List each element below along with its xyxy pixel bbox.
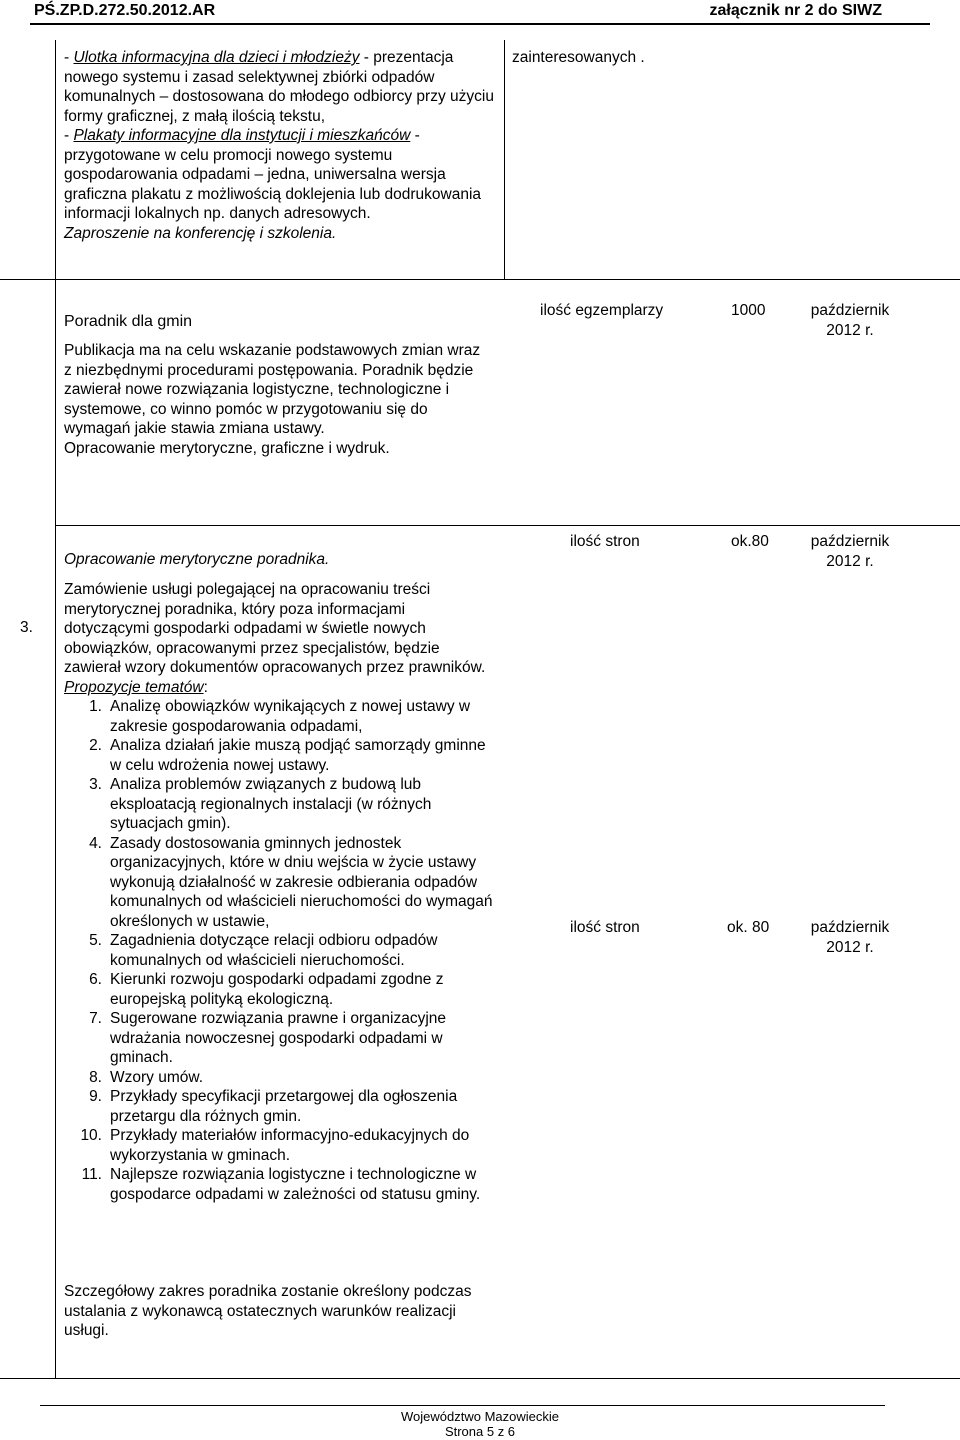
topic-number: 8. (89, 1068, 102, 1086)
topic-text: Kierunki rozwoju gospodarki odpadami zgodne z europejską polityką ekologiczną. (110, 971, 444, 1008)
quantity-value: 1000 (731, 302, 766, 319)
topic-item (64, 1165, 494, 1204)
guide-description: Publikacja ma na celu wskazanie podstawowych zmian wraz z niezbędnymi procedurami postępowania. Poradnik będzie zawierał nowe rozwiązania logistyczne, technologiczne i systemowe, co winno pomóc w przygotowaniu się do wymagań jakie stawia zmiana ustawy. Opracowanie merytoryczne, graficzne i wydruk. (64, 341, 484, 458)
promo-materials-text (64, 48, 496, 243)
deadline: październik 2012 r. (810, 302, 890, 339)
document-reference: PŚ.ZP.D.272.50.2012.AR (34, 2, 216, 19)
topic-number: 4. (89, 834, 102, 852)
topics-list (64, 697, 494, 1204)
topic-text: Analizę obowiązków wynikających z nowej ustawy w zakresie gospodarowania odpadami, (110, 698, 471, 735)
topic-number: 10. (80, 1127, 102, 1144)
row-divider-1 (0, 279, 960, 280)
topic-text: Przykłady specyfikacji przetargowej dla ogłoszenia przetargu dla różnych gmin. (110, 1088, 458, 1125)
topics-heading: Propozycje tematów: (64, 678, 208, 696)
topic-number: 9. (89, 1088, 102, 1105)
quantity-value-1: ok.80 (731, 533, 769, 550)
topic-item (64, 1009, 494, 1068)
topic-item (64, 931, 494, 970)
topic-number: 7. (89, 1010, 102, 1027)
topic-text: Wzory umów. (110, 1068, 204, 1086)
section-title: Opracowanie merytoryczne poradnika. (64, 551, 330, 568)
topic-text: Zasady dostosowania gminnych jednostek organizacyjnych, które w dniu wejścia w życie ustawy wykonują działalność w zakresie odbierania odpadów komunalnych od właścicieli nieruchomości do wymagań określonych w ustawie, (110, 834, 493, 930)
footer-rule (40, 1405, 885, 1406)
attachment-label: załącznik nr 2 do SIWZ (709, 2, 882, 19)
page-number: Strona 5 z 6 (444, 1424, 516, 1439)
topic-text: Analiza działań jakie muszą podjąć samorządy gminne w celu wdrożenia nowej ustawy. (110, 737, 486, 774)
unit-label-2: ilość stron (570, 919, 640, 936)
footer-organization: Województwo Mazowieckie (401, 1409, 559, 1424)
topic-item (64, 834, 494, 932)
topic-item (64, 736, 494, 775)
topic-text: Analiza problemów związanych z budową lub eksploatacją regionalnych instalacji (w różnych sytuacjach gmin). (110, 776, 432, 832)
topic-number: 2. (89, 737, 102, 754)
topic-number: 11. (81, 1166, 102, 1183)
table-border-bottom (0, 1378, 960, 1379)
guide-footer: Opracowanie merytoryczne, graficzne i wydruk. (64, 439, 390, 457)
topic-item (64, 1126, 494, 1165)
topic-item (64, 697, 494, 736)
unit-label-1: ilość stron (570, 533, 640, 550)
guide-title: Poradnik dla gmin (64, 313, 193, 330)
deadline-1: październik 2012 r. (810, 533, 890, 570)
row-divider-2 (55, 525, 960, 526)
continued-text: zainteresowanych . (512, 49, 645, 66)
quantity-value-2: ok. 80 (727, 919, 770, 936)
closing-note: Szczegółowy zakres poradnika zostanie określony podczas ustalania z wykonawcą ostatecznych warunków realizacji usługi. (64, 1283, 472, 1339)
header-rule (30, 23, 930, 25)
column-divider (504, 40, 505, 280)
poster-link[interactable]: Plakaty informacyjne dla instytucji i mieszkańców (73, 127, 411, 144)
topic-item (64, 1087, 494, 1126)
topic-item (64, 970, 494, 1009)
topic-number: 6. (89, 971, 102, 988)
section-description: Zamówienie usługi polegającej na opracowaniu treści merytorycznej poradnika, który poza informacjami dotyczącymi gospodarki odpadami w świetle nowych obowiązków, opracowanymi przez specjalistów, będzie zawierał wzory dokumentów opracowanych przez prawników. Propozycje tematów: 1. Analizę obowiązków wynikających z nowej ustawy w zakresie gospodarowania odpadami, 2. Analiza działań jakie muszą podjąć samorządy gminne w celu wdrożenia nowej ustawy. 3. Analiza problemów związanych z budową lub eksploatacją regionalnych instalacji (w różnych sytuacjach gmin). 4. Zasady dostosowania gminnych jednostek organizacyjnych, które w dniu wejścia w życie ustawy wykonują działalność w zakresie odbierania odpadów komunalnych od właścicieli nieruchomości do wymagań określonych w ustawie, 5. Zagadnienia dotyczące relacji odbioru odpadów komunalnych od właścicieli nieruchomości. 6. Kierunki rozwoju gospodarki odpadami zgodne z europejską polityką ekologiczną. 7. Sugerowane rozwiązania prawne i organizacyjne wdrażania nowoczesnej gospodarki odpadami w gminach. 8. Wzory umów. 9. Przykłady specyfikacji przetargowej dla ogłoszenia przetargu dla różnych gmin. 10. Przykłady materiałów informacyjno-edukacyjnych do wykorzystania w gminach. 11. Najlepsze rozwiązania logistyczne i technologiczne w gospodarce odpadami w zależności od statusu gminy. (64, 581, 493, 1203)
topic-item (64, 1068, 494, 1088)
table-border-left (55, 40, 56, 1378)
invitation-text: Zaproszenie na konferencję i szkolenia. (64, 224, 337, 242)
page-footer (0, 1409, 960, 1439)
row-number: 3. (20, 619, 33, 636)
topic-text: Najlepsze rozwiązania logistyczne i technologiczne w gospodarce odpadami w zależności od statusu gminy. (110, 1166, 481, 1203)
topic-text: Sugerowane rozwiązania prawne i organizacyjne wdrażania nowoczesnej gospodarki odpadami w gminach. (110, 1010, 447, 1066)
leaflet-link[interactable]: Ulotka informacyjna dla dzieci i młodzieży (73, 49, 360, 66)
topic-item (64, 775, 494, 834)
topic-number: 3. (89, 776, 102, 793)
deadline-2: październik 2012 r. (810, 919, 890, 956)
unit-label: ilość egzemplarzy (540, 302, 664, 319)
poster-item: - Plakaty informacyjne dla instytucji i mieszkańców - przygotowane w celu promocji nowego systemu gospodarowania odpadami – jedna, uniwersalna wersja graficzna plakatu z możliwością doklejenia lub dodrukowania informacji lokalnych np. danych adresowych. (64, 127, 482, 222)
topic-text: Przykłady materiałów informacyjno-edukacyjnych do wykorzystania w gminach. (110, 1127, 470, 1164)
topic-number: 5. (89, 932, 102, 949)
leaflet-item: - Ulotka informacyjna dla dzieci i młodzieży - prezentacja nowego systemu i zasad selektywnej zbiórki odpadów komunalnych – dostosowana do młodego odbiorcy przy użyciu formy graficznej, z małą ilością tekstu, (64, 49, 494, 125)
topic-number: 1. (89, 698, 102, 715)
topic-text: Zagadnienia dotyczące relacji odbioru odpadów komunalnych od właścicieli nieruchomości. (110, 932, 438, 969)
